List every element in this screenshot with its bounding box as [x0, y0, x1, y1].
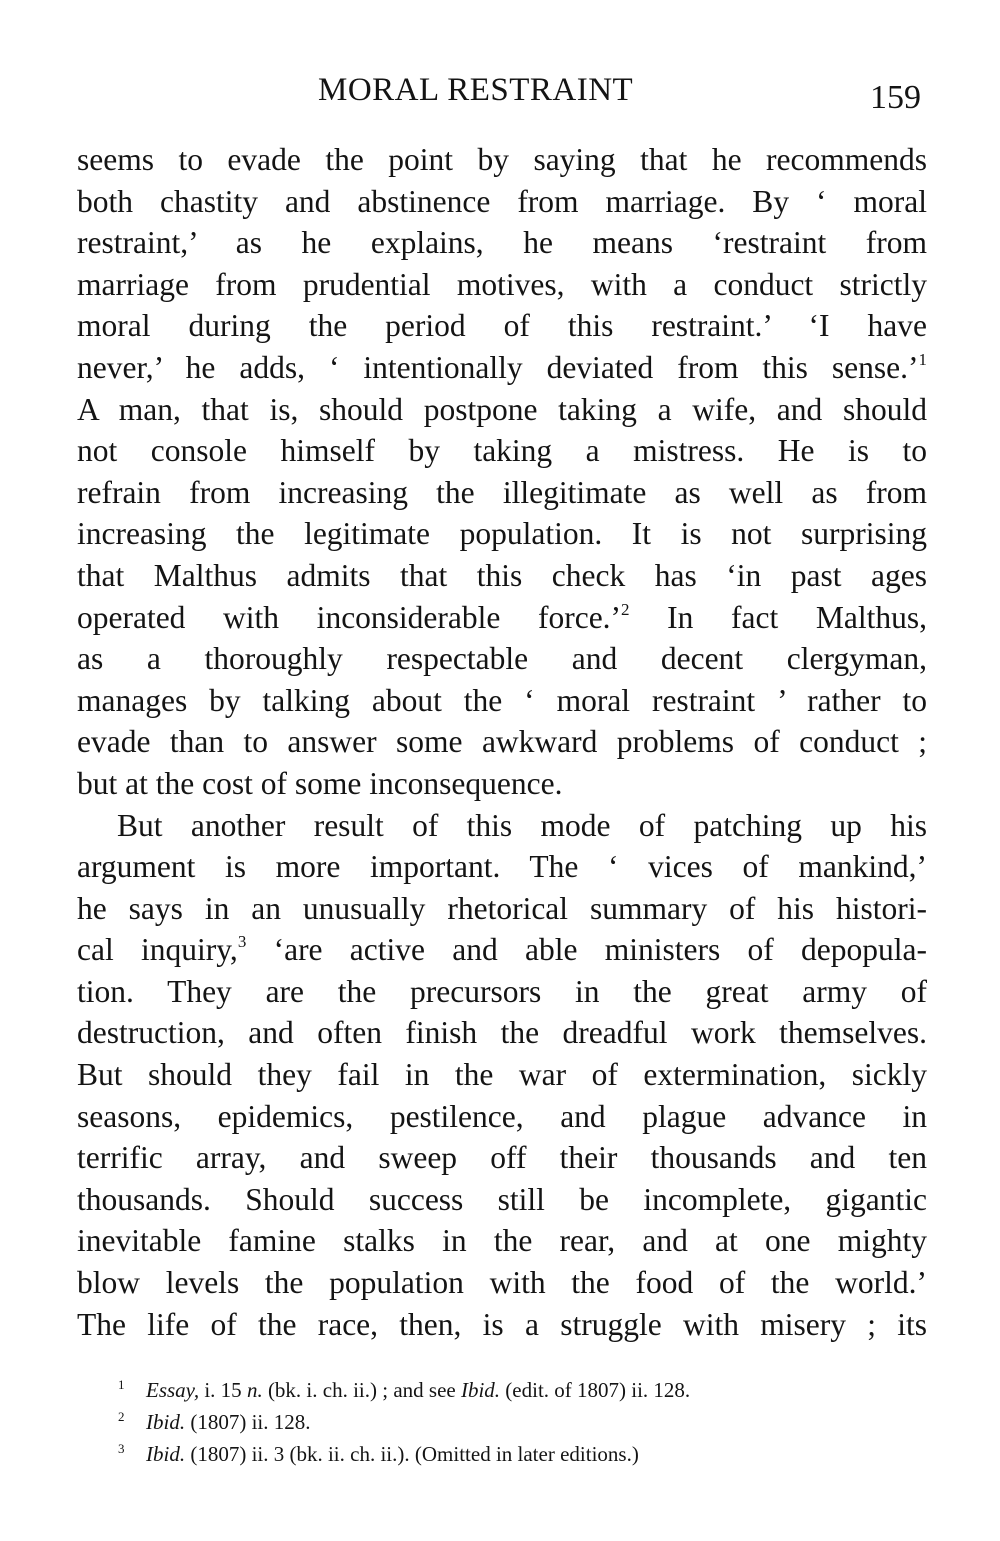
text-line: moral during the period of this restraint.’ ‘I have [77, 308, 927, 344]
text-line-tail: In fact Malthus, [667, 599, 927, 635]
text-line: both chastity and abstinence from marriage. By ‘ moral [77, 183, 927, 219]
footnote-italic: Essay, [146, 1378, 200, 1402]
footnote: $^2$ Ibid. (1807) ii. 128. [118, 1409, 311, 1434]
footnote: $^1$ Essay, i. 15 n. (bk. i. ch. ii.) ; and see Ibid. (edit. of 1807) ii. 128. [118, 1377, 691, 1402]
footnote-italic: Ibid. [146, 1410, 186, 1434]
text-line: seasons, epidemics, pestilence, and plague advance in [77, 1098, 927, 1134]
page-title: MORAL RESTRAINT [318, 72, 634, 108]
text-line-content: cal inquiry, [77, 932, 238, 968]
text-line: but at the cost of some inconsequence. [77, 765, 563, 801]
text-line: But another result of this mode of patching up his [117, 807, 927, 843]
text-line: increasing the legitimate population. It is not surprising [77, 516, 927, 552]
running-head [0, 68, 1000, 116]
text-line: tion. They are the precursors in the great army of [77, 973, 927, 1009]
text-line: evade than to answer some awkward problems of conduct ; [77, 724, 927, 760]
footnotes [118, 1374, 898, 1470]
page-number: 159 [870, 79, 921, 116]
footnote-text: (bk. i. ch. ii.) ; and see [262, 1378, 461, 1402]
text-line: manages by talking about the ‘ moral restraint ’ rather to [77, 682, 927, 718]
text-line: he says in an unusually rhetorical summary of his histori- [77, 890, 927, 926]
text-line-content: never,’ he adds, ‘ intentionally deviated from this sense.’ [77, 349, 919, 385]
text-line: as a thoroughly respectable and decent clergyman, [77, 641, 927, 677]
text-line: that Malthus admits that this check has ‘in past ages [77, 557, 927, 593]
footnote-italic: n. [246, 1378, 263, 1402]
text-line [77, 929, 927, 971]
footnote-text: i. 15 [199, 1378, 247, 1402]
text-line: But should they fail in the war of extermination, sickly [77, 1057, 927, 1093]
text-line: not console himself by taking a mistress. He is to [77, 433, 927, 469]
text-line: marriage from prudential motives, with a conduct strictly [77, 266, 927, 302]
footnote-ref: 2 [621, 599, 630, 619]
text-line-content: operated with inconsiderable force.’ [77, 599, 622, 635]
text-line: A man, that is, should postpone taking a wife, and should [77, 391, 927, 427]
footnote-text: (edit. of 1807) ii. 128. [500, 1378, 691, 1402]
text-line: The life of the race, then, is a struggle with misery ; its [77, 1306, 927, 1342]
footnote-text: (1807) ii. 3 (bk. ii. ch. ii.). (Omitted in later editions.) [185, 1442, 639, 1466]
footnote: $^3$ Ibid. (1807) ii. 3 (bk. ii. ch. ii.). (Omitted in later editions.) [118, 1441, 639, 1466]
text-line: terrific array, and sweep off their thousands and ten [77, 1140, 927, 1176]
text-line [77, 347, 927, 389]
text-line: restraint,’ as he explains, he means ‘restraint from [77, 225, 927, 261]
text-line: blow levels the population with the food of the world.’ [77, 1265, 927, 1301]
text-line: destruction, and often finish the dreadful work themselves. [77, 1015, 927, 1051]
text-line: seems to evade the point by saying that he recommends [77, 142, 927, 177]
text-line: thousands. Should success still be incomplete, gigantic [77, 1181, 927, 1217]
footnote-ref: 3 [237, 932, 247, 952]
text-line-tail: ‘are active and able ministers of depopula- [273, 932, 927, 968]
footnote-italic: Ibid. [460, 1378, 501, 1402]
footnote-italic: Ibid. [146, 1442, 186, 1466]
text-line: inevitable famine stalks in the rear, and at one mighty [77, 1223, 927, 1259]
text-line: refrain from increasing the illegitimate as well as from [77, 474, 927, 510]
text-line [77, 597, 927, 639]
footnote-text: (1807) ii. 128. [185, 1410, 311, 1434]
footnote-ref: 1 [918, 349, 927, 369]
body-text [77, 139, 927, 1345]
text-line: argument is more important. The ‘ vices of mankind,’ [77, 849, 927, 885]
